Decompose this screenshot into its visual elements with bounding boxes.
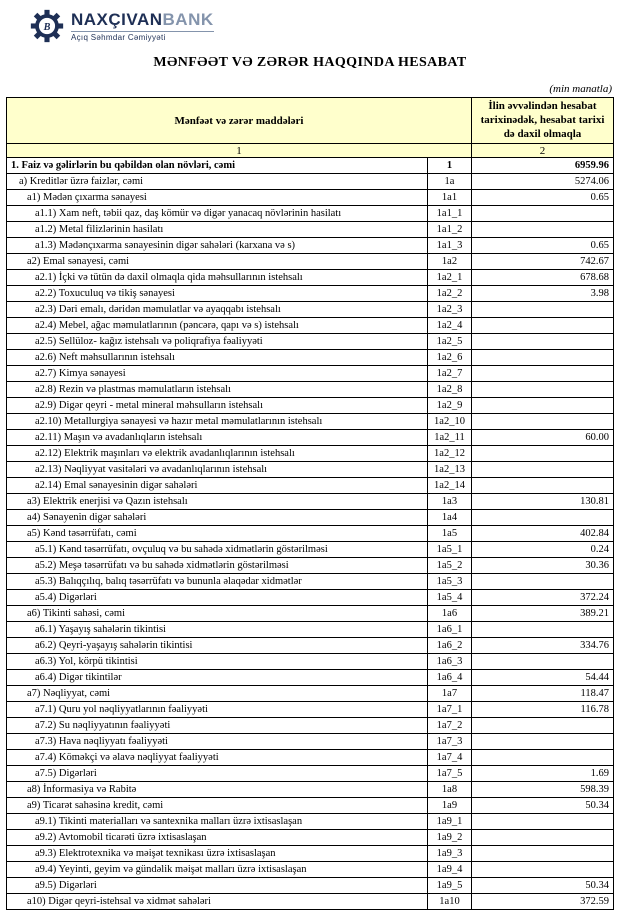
row-code: 1a2_9	[427, 398, 471, 414]
row-code: 1a2_5	[427, 334, 471, 350]
row-label: a2.13) Nəqliyyat vasitələri və avadanlıqlarının istehsalı	[7, 462, 428, 478]
table-row	[7, 542, 614, 558]
row-label: a6) Tikinti sahəsi, cəmi	[7, 606, 428, 622]
row-value	[472, 862, 614, 878]
bank-name	[71, 11, 214, 28]
table-row	[7, 878, 614, 894]
row-value: 3.98	[472, 286, 614, 302]
table-row	[7, 686, 614, 702]
row-code: 1a2_12	[427, 446, 471, 462]
row-label: a6.3) Yol, körpü tikintisi	[7, 654, 428, 670]
row-label: a7.3) Hava nəqliyyatı fəaliyyəti	[7, 734, 428, 750]
row-label: a1.3) Mədənçıxarma sənayesinin digər sahələri (karxana və s)	[7, 238, 428, 254]
row-label: a9.5) Digərləri	[7, 878, 428, 894]
table-row	[7, 366, 614, 382]
table-row	[7, 718, 614, 734]
table-row	[7, 782, 614, 798]
row-code: 1a7_3	[427, 734, 471, 750]
row-code: 1a9_5	[427, 878, 471, 894]
row-value: 402.84	[472, 526, 614, 542]
table-row	[7, 302, 614, 318]
row-value: 116.78	[472, 702, 614, 718]
col-header-period: İlin əvvəlindən hesabat tarixinədək, hesabat tarixi də daxil olmaqla	[472, 98, 614, 144]
row-code: 1a9_3	[427, 846, 471, 862]
table-row	[7, 734, 614, 750]
profit-loss-table	[6, 97, 614, 910]
row-value: 50.34	[472, 798, 614, 814]
row-code: 1a6_1	[427, 622, 471, 638]
table-row	[7, 238, 614, 254]
row-label: 1. Faiz və gəlirlərin bu qəbildən olan növləri, cəmi	[7, 158, 428, 174]
row-code: 1a2_3	[427, 302, 471, 318]
table-row	[7, 590, 614, 606]
bank-logo-text	[71, 11, 214, 42]
table-row	[7, 174, 614, 190]
row-code: 1a5	[427, 526, 471, 542]
unit-note: (min manatla)	[549, 83, 612, 95]
row-label: a7.2) Su nəqliyyatının fəaliyyəti	[7, 718, 428, 734]
row-value	[472, 830, 614, 846]
table-row	[7, 254, 614, 270]
header-row-labels	[7, 98, 614, 144]
row-label: a9.3) Elektrotexnika və məişət texnikası üzrə ixtisaslaşan	[7, 846, 428, 862]
row-value: 0.24	[472, 542, 614, 558]
row-label: a1) Mədən çıxarma sənayesi	[7, 190, 428, 206]
row-value: 372.24	[472, 590, 614, 606]
row-label: a7) Nəqliyyat, cəmi	[7, 686, 428, 702]
row-code: 1a2_13	[427, 462, 471, 478]
row-value: 742.67	[472, 254, 614, 270]
row-value: 1.69	[472, 766, 614, 782]
row-code: 1a5_4	[427, 590, 471, 606]
row-value: 334.76	[472, 638, 614, 654]
table-row	[7, 350, 614, 366]
row-code: 1a2_11	[427, 430, 471, 446]
table-row	[7, 414, 614, 430]
row-value: 130.81	[472, 494, 614, 510]
row-code: 1a9_4	[427, 862, 471, 878]
row-code: 1a6_2	[427, 638, 471, 654]
row-code: 1a7_4	[427, 750, 471, 766]
svg-text:B: B	[43, 21, 51, 33]
table-row	[7, 446, 614, 462]
table-row	[7, 158, 614, 174]
table-row	[7, 766, 614, 782]
table-row	[7, 830, 614, 846]
row-value: 0.65	[472, 238, 614, 254]
row-value	[472, 750, 614, 766]
table-header	[7, 98, 614, 158]
table-row	[7, 318, 614, 334]
row-label: a2.14) Emal sənayesinin digər sahələri	[7, 478, 428, 494]
page-title: MƏNFƏƏT VƏ ZƏRƏR HAQQINDA HESABAT	[153, 55, 467, 70]
table-row	[7, 286, 614, 302]
row-value: 54.44	[472, 670, 614, 686]
row-label: a7.1) Quru yol nəqliyyatlarının fəaliyyəti	[7, 702, 428, 718]
row-code: 1a7_1	[427, 702, 471, 718]
row-code: 1a9_2	[427, 830, 471, 846]
row-label: a8) İnformasiya və Rabitə	[7, 782, 428, 798]
gear-emblem-icon	[30, 9, 64, 43]
row-label: a5.2) Meşə təsərrüfatı və bu sahədə xidmətlərin göstərilməsi	[7, 558, 428, 574]
table-row	[7, 574, 614, 590]
row-code: 1a9	[427, 798, 471, 814]
row-code: 1a2	[427, 254, 471, 270]
row-label: a2.5) Sellüloz- kağız istehsalı və poliqrafiya fəaliyyəti	[7, 334, 428, 350]
row-value: 30.36	[472, 558, 614, 574]
table-row	[7, 654, 614, 670]
table-row	[7, 638, 614, 654]
table-row	[7, 670, 614, 686]
row-value	[472, 366, 614, 382]
table-row	[7, 750, 614, 766]
row-code: 1a	[427, 174, 471, 190]
row-code: 1a1_2	[427, 222, 471, 238]
row-code: 1a6_4	[427, 670, 471, 686]
row-value: 5274.06	[472, 174, 614, 190]
bank-name-secondary: BANK	[162, 9, 214, 29]
row-label: a2.6) Neft məhsullarının istehsalı	[7, 350, 428, 366]
row-value	[472, 350, 614, 366]
row-code: 1a2_7	[427, 366, 471, 382]
row-label: a1.1) Xam neft, təbii qaz, daş kömür və digər yanacaq növlərinin hasilatı	[7, 206, 428, 222]
row-code: 1a5_1	[427, 542, 471, 558]
table-row	[7, 334, 614, 350]
table-row	[7, 558, 614, 574]
table-row	[7, 622, 614, 638]
table-row	[7, 526, 614, 542]
row-code: 1a1	[427, 190, 471, 206]
row-code: 1a2_2	[427, 286, 471, 302]
table-row	[7, 382, 614, 398]
row-label: a) Kreditlər üzrə faizlər, cəmi	[7, 174, 428, 190]
row-value	[472, 574, 614, 590]
row-code: 1a7	[427, 686, 471, 702]
row-value: 6959.96	[472, 158, 614, 174]
table-row	[7, 478, 614, 494]
table-row	[7, 190, 614, 206]
row-value	[472, 334, 614, 350]
row-label: a2.10) Metallurgiya sənayesi və hazır metal məmulatlarının istehsalı	[7, 414, 428, 430]
row-label: a2.2) Toxuculuq və tikiş sənayesi	[7, 286, 428, 302]
table-body	[7, 158, 614, 910]
row-label: a2.1) İçki və tütün də daxil olmaqla qida məhsullarının istehsalı	[7, 270, 428, 286]
row-value	[472, 446, 614, 462]
table-row	[7, 398, 614, 414]
row-code: 1a10	[427, 894, 471, 910]
row-value: 678.68	[472, 270, 614, 286]
row-code: 1a1_1	[427, 206, 471, 222]
table-row	[7, 862, 614, 878]
row-value	[472, 462, 614, 478]
row-label: a6.4) Digər tikintilər	[7, 670, 428, 686]
row-value	[472, 846, 614, 862]
row-code: 1a9_1	[427, 814, 471, 830]
row-code: 1a2_4	[427, 318, 471, 334]
row-label: a2) Emal sənayesi, cəmi	[7, 254, 428, 270]
col-number-2: 2	[472, 144, 614, 158]
row-label: a9.4) Yeyinti, geyim və gündəlik məişət malları üzrə ixtisaslaşan	[7, 862, 428, 878]
row-code: 1a6	[427, 606, 471, 622]
row-label: a5.4) Digərləri	[7, 590, 428, 606]
table-row	[7, 462, 614, 478]
table-row	[7, 846, 614, 862]
table-row	[7, 606, 614, 622]
row-value: 50.34	[472, 878, 614, 894]
row-value: 118.47	[472, 686, 614, 702]
row-label: a9.2) Avtomobil ticarəti üzrə ixtisaslaşan	[7, 830, 428, 846]
row-code: 1a6_3	[427, 654, 471, 670]
row-label: a6.1) Yaşayış sahələrin tikintisi	[7, 622, 428, 638]
row-value	[472, 814, 614, 830]
bank-name-primary: NAXÇIVAN	[71, 9, 163, 29]
row-label: a2.11) Maşın və avadanlıqların istehsalı	[7, 430, 428, 446]
bank-tagline: Açıq Səhmdar Cəmiyyəti	[71, 31, 214, 42]
row-label: a2.9) Digər qeyri - metal mineral məhsulların istehsalı	[7, 398, 428, 414]
table-row	[7, 222, 614, 238]
table-row	[7, 798, 614, 814]
row-label: a4) Sənayenin digər sahələri	[7, 510, 428, 526]
row-value	[472, 414, 614, 430]
row-value: 0.65	[472, 190, 614, 206]
row-code: 1a2_14	[427, 478, 471, 494]
row-label: a2.4) Mebel, ağac məmulatlarının (pəncərə, qapı və s) istehsalı	[7, 318, 428, 334]
row-value	[472, 398, 614, 414]
row-label: a2.7) Kimya sənayesi	[7, 366, 428, 382]
row-label: a7.5) Digərləri	[7, 766, 428, 782]
table-row	[7, 894, 614, 910]
row-value: 372.59	[472, 894, 614, 910]
col-number-1: 1	[7, 144, 472, 158]
row-label: a6.2) Qeyri-yaşayış sahələrin tikintisi	[7, 638, 428, 654]
row-value	[472, 318, 614, 334]
table-row	[7, 510, 614, 526]
table-row	[7, 270, 614, 286]
row-code: 1a2_8	[427, 382, 471, 398]
row-code: 1a7_2	[427, 718, 471, 734]
row-value	[472, 382, 614, 398]
row-label: a2.3) Dəri emalı, dəridən məmulatlar və ayaqqabı istehsalı	[7, 302, 428, 318]
row-value: 389.21	[472, 606, 614, 622]
table-row	[7, 814, 614, 830]
row-value	[472, 718, 614, 734]
col-header-items: Mənfəət və zərər maddələri	[7, 98, 472, 144]
row-code: 1a8	[427, 782, 471, 798]
row-code: 1a5_3	[427, 574, 471, 590]
row-label: a2.12) Elektrik maşınları və elektrik avadanlıqlarının istehsalı	[7, 446, 428, 462]
row-label: a5.1) Kənd təsərrüfatı, ovçuluq və bu sahədə xidmətlərin göstərilməsi	[7, 542, 428, 558]
row-code: 1a1_3	[427, 238, 471, 254]
row-code: 1a4	[427, 510, 471, 526]
row-code: 1a3	[427, 494, 471, 510]
header-row-numbers	[7, 144, 614, 158]
row-label: a9) Ticarət sahəsinə kredit, cəmi	[7, 798, 428, 814]
table-row	[7, 494, 614, 510]
row-value	[472, 206, 614, 222]
row-value	[472, 302, 614, 318]
row-code: 1a2_1	[427, 270, 471, 286]
row-value	[472, 654, 614, 670]
row-value	[472, 222, 614, 238]
row-label: a2.8) Rezin və plastmas məmulatların istehsalı	[7, 382, 428, 398]
row-code: 1a5_2	[427, 558, 471, 574]
bank-logo	[30, 7, 614, 45]
row-code: 1a7_5	[427, 766, 471, 782]
table-row	[7, 702, 614, 718]
row-value	[472, 622, 614, 638]
row-label: a3) Elektrik enerjisi və Qazın istehsalı	[7, 494, 428, 510]
table-row	[7, 430, 614, 446]
row-label: a9.1) Tikinti materialları və santexnika malları üzrə ixtisaslaşan	[7, 814, 428, 830]
row-label: a5) Kənd təsərrüfatı, cəmi	[7, 526, 428, 542]
row-label: a10) Digər qeyri-istehsal və xidmət sahələri	[7, 894, 428, 910]
row-label: a1.2) Metal filizlərinin hasilatı	[7, 222, 428, 238]
row-code: 1a2_10	[427, 414, 471, 430]
row-value: 60.00	[472, 430, 614, 446]
row-code: 1	[427, 158, 471, 174]
row-value	[472, 478, 614, 494]
row-value	[472, 734, 614, 750]
row-value: 598.39	[472, 782, 614, 798]
table-row	[7, 206, 614, 222]
row-label: a5.3) Balıqçılıq, balıq təsərrüfatı və bununla əlaqədar xidmətlər	[7, 574, 428, 590]
row-label: a7.4) Köməkçi və əlavə nəqliyyat fəaliyyəti	[7, 750, 428, 766]
row-code: 1a2_6	[427, 350, 471, 366]
row-value	[472, 510, 614, 526]
